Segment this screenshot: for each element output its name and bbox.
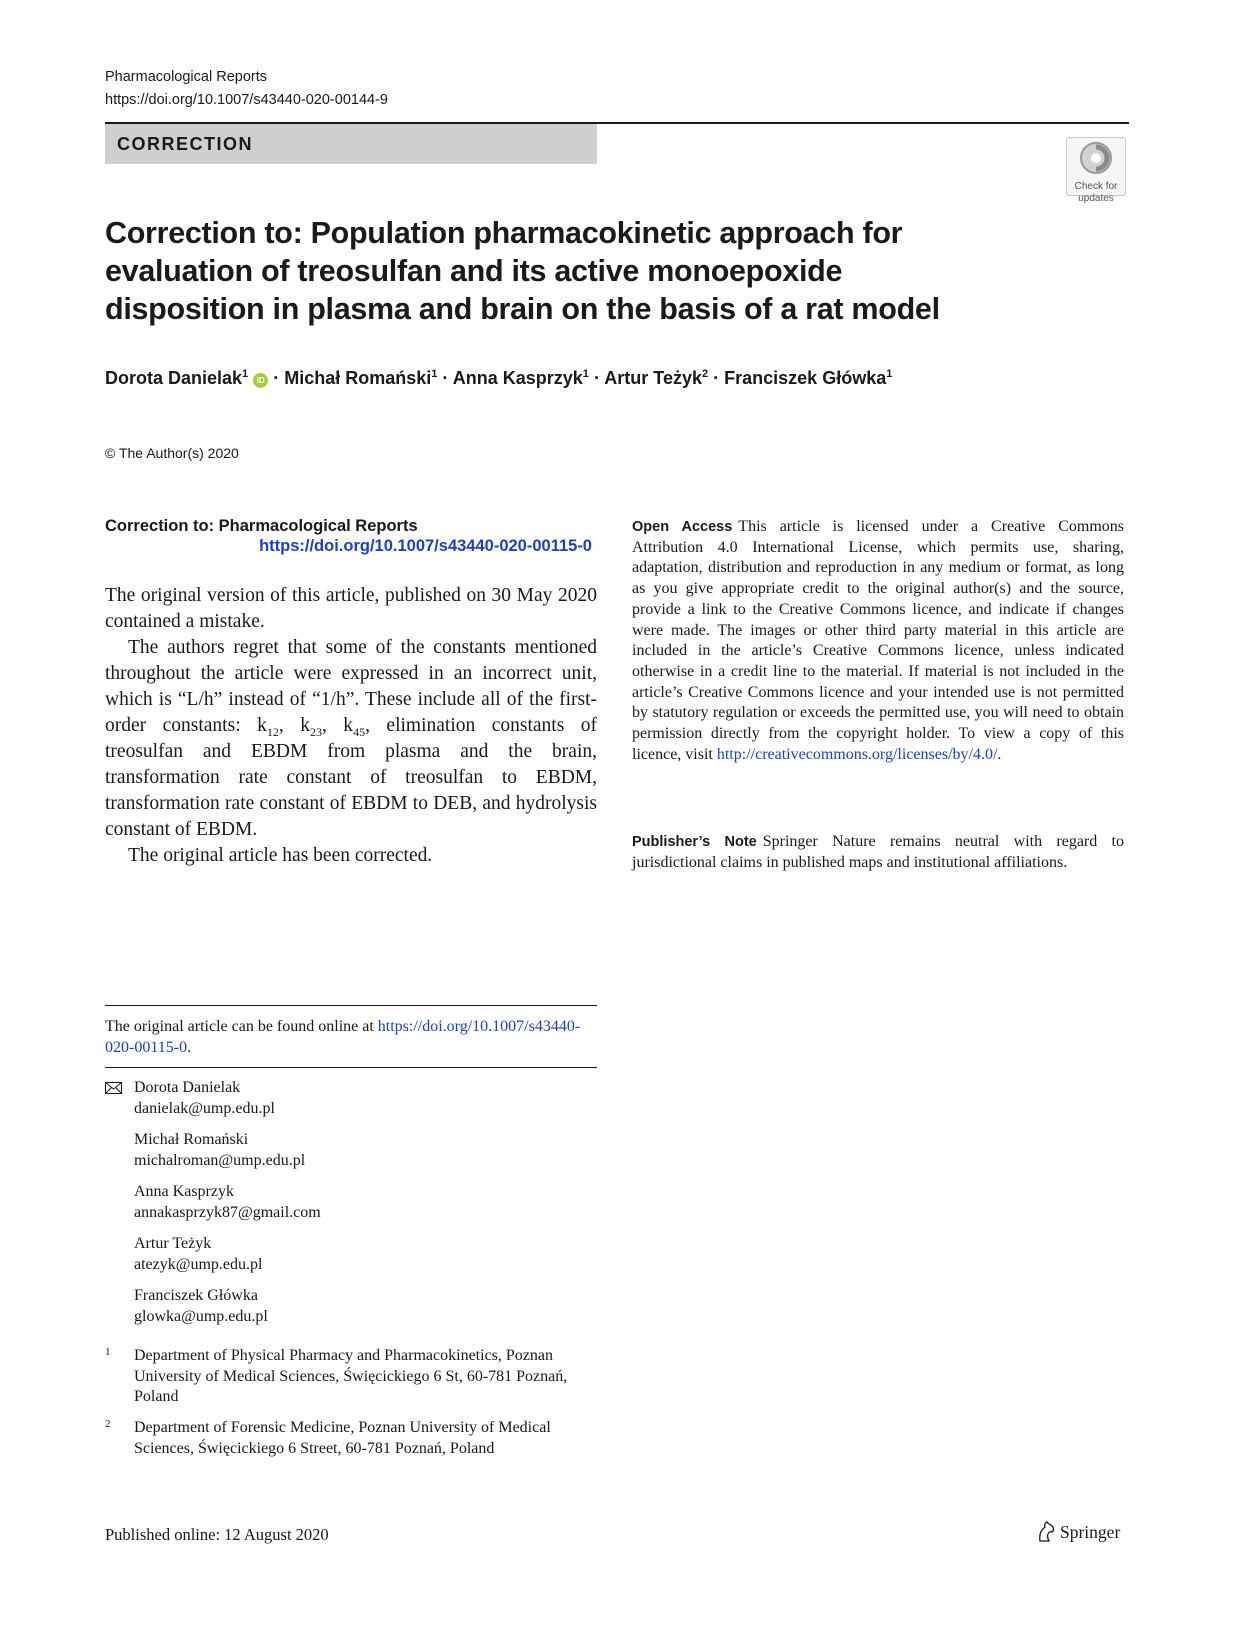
footnote-rule: [105, 1005, 597, 1006]
affiliation-number: 1: [105, 1346, 111, 1358]
author-separator: ·: [273, 368, 280, 388]
contact-email[interactable]: michalroman@ump.edu.pl: [134, 1152, 306, 1169]
correction-reference: [105, 516, 595, 556]
publishers-note-text: Springer Nature remains neutral with regard to jurisdictional claims in published maps and institutional affiliations.: [632, 833, 1124, 871]
original-article-note: [105, 1016, 597, 1058]
journal-name: Pharmacological Reports: [105, 69, 267, 85]
contact-name: Anna Kasprzyk: [134, 1183, 234, 1200]
body-paragraph-1: The original version of this article, published on 30 May 2020 contained a mistake.: [105, 585, 597, 632]
springer-horse-icon: [1036, 1521, 1056, 1543]
licence-link[interactable]: http://creativecommons.org/licenses/by/4.0/: [716, 745, 998, 763]
contact-entry: [134, 1077, 597, 1119]
body-paragraph-2: [105, 635, 597, 843]
contact-name: Dorota Danielak: [134, 1079, 241, 1096]
author-affiliation-mark: 1: [886, 368, 893, 380]
published-date: Published online: 12 August 2020: [105, 1525, 329, 1544]
author-name: Artur Teżyk: [604, 368, 702, 388]
badge-line-1: Check for: [1074, 181, 1118, 192]
contacts-rule: [105, 1067, 597, 1068]
publisher-name: Springer: [1060, 1522, 1121, 1542]
body-text-segment: , elimination constants of treosulfan and EBDM from plasma and the brain, transformation rate constant of treosulfan to EBDM, transformation rate constant of EBDM to DEB, and hydrolysis constant of EBDM.: [105, 715, 598, 840]
body-text-segment: The authors regret that some of the constants mentioned throughout the article were expressed in an incorrect unit, which is “L/h” instead of “1/h”. These include all of the first-order constants: k: [105, 637, 597, 736]
article-doi[interactable]: https://doi.org/10.1007/s43440-020-00144-9: [105, 92, 388, 108]
author-name: Michał Romański: [284, 368, 432, 388]
contact-name: Franciszek Główka: [134, 1287, 258, 1304]
affiliation-text: Department of Physical Pharmacy and Pharmacokinetics, Poznan University of Medical Sciences, Święcickiego 6 St, 60-781 Poznań, Poland: [134, 1347, 568, 1405]
correction-link[interactable]: https://doi.org/10.1007/s43440-020-00115-0: [259, 537, 592, 555]
body-paragraph-3: The original article has been corrected.: [128, 845, 433, 866]
open-access-end: .: [997, 745, 1002, 763]
author-name: Dorota Danielak: [105, 368, 243, 388]
contact-entry: [134, 1285, 597, 1327]
original-article-link[interactable]: https://doi.org/10.1007/s43440-020-00115-0: [105, 1018, 581, 1056]
publisher-logo: [1036, 1519, 1120, 1545]
footnote-end: .: [187, 1039, 192, 1056]
body-text-segment: , k: [278, 715, 310, 736]
affiliation-text: Department of Forensic Medicine, Poznan University of Medical Sciences, Święcickiego 6 Street, 60-781 Poznań, Poland: [134, 1419, 551, 1457]
author-list: [105, 362, 892, 390]
publishers-note: [632, 832, 1124, 873]
author-separator: ·: [593, 368, 600, 388]
subscript: 23: [309, 724, 322, 739]
orcid-icon[interactable]: iD: [253, 373, 268, 388]
article-title: Correction to: Population pharmacokinetic approach for evaluation of treosulfan and its active monoepoxide disposition in plasma and brain on the basis of a rat model: [105, 216, 940, 326]
contact-entry: [134, 1129, 597, 1171]
author-affiliation-mark: 2: [701, 368, 709, 380]
contact-name: Artur Teżyk: [134, 1235, 212, 1252]
correction-label: Correction to: Pharmacological Reports: [105, 517, 418, 535]
crossmark-icon: [1079, 141, 1113, 175]
open-access-statement: [632, 517, 1124, 765]
check-for-updates-badge[interactable]: [1066, 137, 1126, 204]
author-affiliation-mark: 1: [431, 368, 438, 380]
contact-entry: [134, 1233, 597, 1275]
section-label: CORRECTION: [105, 124, 597, 164]
author-separator: ·: [442, 368, 449, 388]
footnote-text: The original article can be found online at: [105, 1018, 378, 1035]
contact-email[interactable]: atezyk@ump.edu.pl: [134, 1256, 263, 1273]
publishers-note-label: Publisher’s Note: [632, 834, 757, 850]
contact-email[interactable]: glowka@ump.edu.pl: [134, 1308, 268, 1325]
contact-list: [105, 1077, 597, 1337]
badge-line-2: updates: [1078, 193, 1114, 204]
affiliation-2: [105, 1418, 597, 1459]
subscript: 45: [353, 724, 366, 739]
contact-email[interactable]: danielak@ump.edu.pl: [134, 1100, 275, 1117]
contact-entry: [134, 1181, 597, 1223]
author-name: Franciszek Główka: [724, 368, 887, 388]
subscript: 12: [266, 724, 279, 739]
envelope-icon: [105, 1082, 122, 1094]
author-affiliation-mark: 1: [582, 368, 589, 380]
author-separator: ·: [713, 368, 720, 388]
open-access-label: Open Access: [632, 519, 733, 535]
copyright: © The Author(s) 2020: [105, 445, 239, 461]
open-access-text: This article is licensed under a Creative Commons Attribution 4.0 International License, which permits use, sharing, adaptation, distribution and reproduction in any medium or format, as long as you give appropriate credit to the original author(s) and the source, provide a link to the Creative Commons licence, and indicate if changes were made. The images or other third party material in this article are included in the article’s Creative Commons licence, unless indicated otherwise in a credit line to the material. If material is not included in the article’s Creative Commons licence and your intended use is not permitted by statutory regulation or exceeds the permitted use, you will need to obtain permission directly from the copyright holder. To view a copy of this licence, visit: [632, 518, 1124, 763]
article-body: [105, 583, 597, 869]
author-name: Anna Kasprzyk: [452, 368, 583, 388]
contact-email[interactable]: annakasprzyk87@gmail.com: [134, 1204, 321, 1221]
affiliation-number: 2: [105, 1418, 111, 1430]
body-text-segment: , k: [321, 715, 354, 736]
author-affiliation-mark: 1: [242, 368, 249, 380]
contact-name: Michał Romański: [134, 1131, 249, 1148]
affiliation-1: [105, 1346, 597, 1408]
